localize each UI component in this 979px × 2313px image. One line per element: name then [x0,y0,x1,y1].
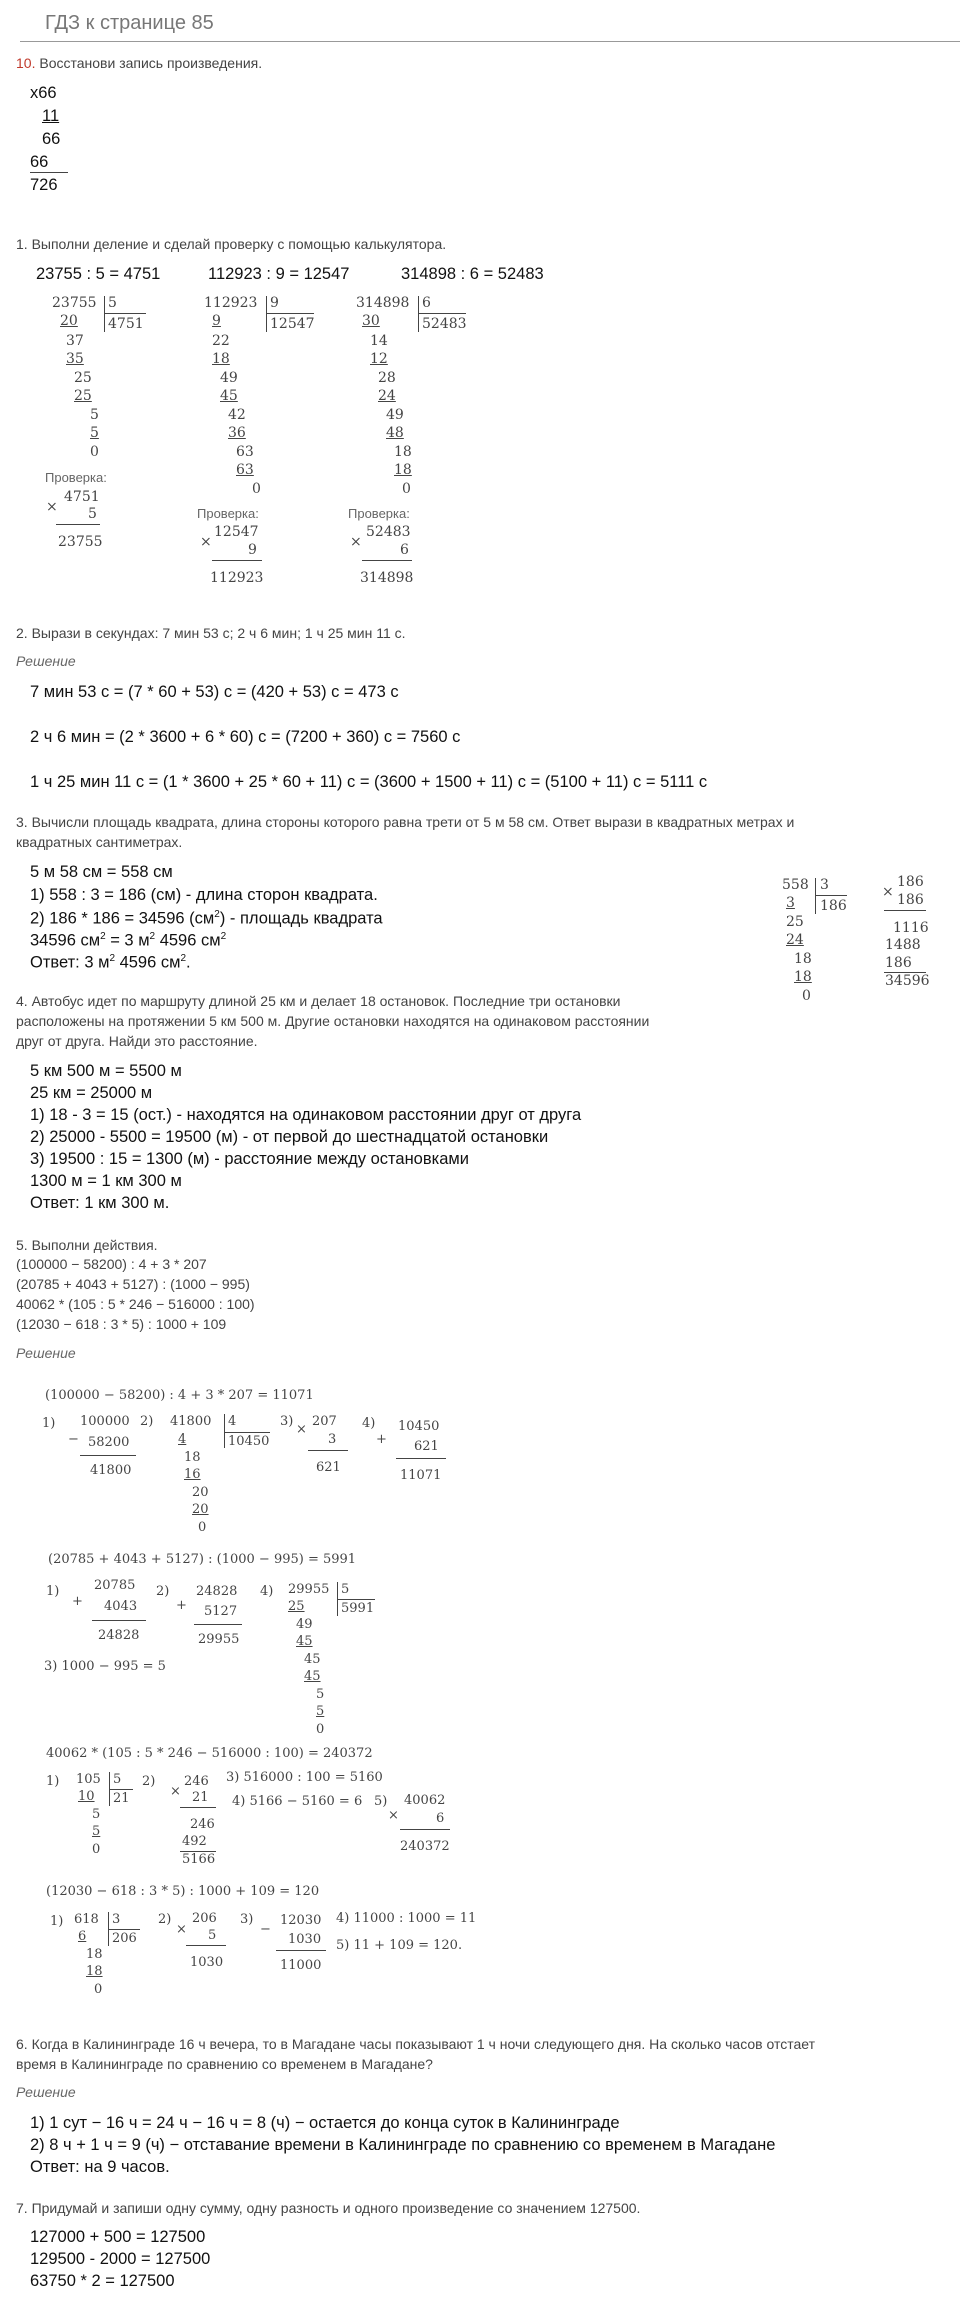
t3d-hline [815,895,847,896]
t2-line-1: 7 мин 53 с = (7 * 60 + 53) с = (420 + 53) с = 473 с [30,683,399,701]
header-divider [20,41,960,42]
t5d-n2: 5 [208,1928,217,1943]
t5b-n2-line [194,1624,242,1625]
page-title: ГДЗ к странице 85 [45,12,214,34]
t6-line-3: Ответ: на 9 часов. [30,2158,170,2176]
t1-check-label-2: Проверка: [197,506,259,521]
t6-solution-label: Решение [16,2084,76,2100]
t5d-n3: 12030 [280,1913,322,1928]
t5-expr-2: (20785 + 4043 + 5127) : (1000 − 995) [16,1276,250,1292]
t2-line-2: 2 ч 6 мин = (2 * 3600 + 6 * 60) с = (7200 + 360) с = 7560 с [30,728,461,746]
t5b-quotient: 5991 [341,1601,375,1616]
t5a-quotient: 10450 [228,1434,270,1449]
d1-step: 35 [66,351,84,367]
t4-line-6: 1300 м = 1 км 300 м [30,1172,182,1190]
t5b-n2-result: 29955 [198,1632,240,1647]
d3-dividend: 314898 [356,295,410,311]
t3m-partial: 1116 [893,920,929,936]
t5d-n3-result: 11000 [280,1958,322,1973]
t3-l5-text: Ответ: 3 м [30,953,110,972]
t3-l5-sup: 2 [180,953,187,964]
t5b-n4: 5 [316,1687,325,1702]
t3-l3-text: 2) 186 * 186 = 34596 (см [30,909,215,928]
t5d-n3-line [276,1950,326,1951]
t5d-step-label: 2) [158,1912,172,1927]
t5a-n2: 20 [192,1502,209,1517]
d3-step: 49 [386,407,404,423]
plus-sign: + [376,1432,387,1447]
t5a-hline [224,1432,270,1433]
t5b-n2: 24828 [196,1584,238,1599]
t3d-step: 24 [786,932,804,948]
t3d-step: 18 [794,969,812,985]
d2-step: 45 [220,388,238,404]
times-sign: × [176,1922,187,1937]
minus-sign: − [68,1432,79,1447]
t5c-n2: 21 [192,1790,209,1805]
t5c-n1: 5 [113,1772,122,1787]
d3-step: 48 [386,425,404,441]
t10-line-4: 66 [30,153,49,171]
t3-line-2: 1) 558 : 3 = 186 (см) - длина сторон квадрата. [30,886,378,904]
t3-l5-text: 4596 см [115,953,181,972]
t5c-step-label: 2) [142,1774,156,1789]
t7-line-2: 129500 - 2000 = 127500 [30,2250,211,2268]
d2-step: 22 [212,333,230,349]
t5a-step-label: 1) [42,1416,56,1431]
times-sign: × [388,1808,399,1823]
c1-result: 23755 [58,534,103,550]
t6-line-2: 2) 8 ч + 1 ч = 9 (ч) − отставание времени в Калининграде по сравнению со временем в Магадане [30,2136,776,2154]
t3d-step: 25 [786,914,804,930]
t4-line-3: 1) 18 - 3 = 15 (ост.) - находятся на одинаковом расстоянии друг от друга [30,1106,582,1124]
t5c-head: 40062 * (105 : 5 * 246 − 516000 : 100) = 240372 [46,1746,373,1761]
d1-step: 5 [90,425,99,441]
times-sign: × [882,884,894,900]
t10-line-3: 66 [42,130,61,148]
t5a-n4: 621 [414,1439,439,1454]
d3-step: 14 [370,333,388,349]
t3d-step: 18 [794,951,812,967]
t5d-n3: 1030 [288,1932,322,1947]
t5d-n1: 18 [86,1964,103,1979]
t3m-partial: 1488 [885,937,921,953]
t5a-n3-line [308,1450,348,1451]
t5d-n1: 3 [112,1912,121,1927]
t5b-head: (20785 + 4043 + 5127) : (1000 − 995) = 5991 [48,1552,357,1567]
c3-factor: 6 [400,542,409,558]
t5b-step-3: 3) 1000 − 995 = 5 [44,1659,166,1674]
t5b-n4: 45 [296,1634,313,1649]
t3-l3-text: ) - площадь квадрата [219,909,383,928]
t3d-divisor: 3 [820,877,829,893]
times-sign: × [296,1422,307,1437]
t3d-dividend: 558 [782,877,809,893]
d3-step: 24 [378,388,396,404]
t10-line-2: 11 [42,107,60,125]
t3-line-5 [30,953,191,973]
t3-l5-sup: 2 [109,953,115,964]
c1-factor: 5 [88,506,97,522]
t5a-step-label: 2) [140,1414,154,1429]
task-7-text: 7. Придумай и запиши одну сумму, одну разность и одного произведение со значением 127500. [16,2200,641,2216]
t3m-line [884,910,926,911]
t5c-n2-line [180,1807,216,1808]
t5-expr-4: (12030 − 618 : 3 * 5) : 1000 + 109 [16,1316,227,1332]
times-sign: × [170,1784,181,1799]
t5a-step-label: 4) [362,1416,376,1431]
d1-vline [104,296,105,332]
t3m-factor: 186 [897,892,924,908]
t3-l4-sup: 2 [100,931,106,942]
t4-line-1: 5 км 500 м = 5500 м [30,1062,182,1080]
t5d-n1: 618 [74,1912,99,1927]
t3-l5-text: . [186,953,191,972]
t5b-n2: 5127 [204,1604,238,1619]
t5a-n2: 20 [192,1485,209,1500]
d2-step: 18 [212,351,230,367]
d2-step: 63 [236,462,254,478]
d3-step: 28 [378,370,396,386]
t5a-n1: 100000 [80,1414,130,1429]
d2-quotient: 12547 [270,316,315,332]
t5b-n4: 5 [341,1582,350,1597]
t3-l4-text: = 3 м [105,931,150,950]
c2-factor: 9 [248,542,257,558]
t5a-n3: 3 [328,1432,337,1447]
t5b-n1: 4043 [104,1599,138,1614]
d2-step: 42 [228,407,246,423]
t5c-step-3: 3) 516000 : 100 = 5160 [226,1770,383,1785]
t5a-n2: 4 [178,1432,187,1447]
t5b-step-label: 1) [46,1584,60,1599]
d3-hline [418,313,466,314]
c1-line [56,524,100,525]
task-3-text-2: квадратных сантиметрах. [16,834,183,850]
t1-equation-1: 23755 : 5 = 4751 [36,265,161,283]
t5b-n1: 20785 [94,1578,136,1593]
d2-step: 36 [228,425,246,441]
t5d-quotient: 206 [112,1931,137,1946]
t5a-n2: 0 [198,1520,207,1535]
d1-step: 25 [74,388,92,404]
t5-expr-1: (100000 − 58200) : 4 + 3 * 207 [16,1256,207,1272]
t5c-n1: 10 [78,1789,95,1804]
minus-sign: − [260,1922,271,1937]
t5c-n1: 0 [92,1842,101,1857]
t3d-vline [815,878,816,914]
t3d-quotient: 186 [820,898,847,914]
t3m-result: 34596 [885,973,930,989]
t5a-n4-result: 11071 [400,1468,442,1483]
t3-l4-sup: 2 [220,931,227,942]
t10-line-5: 726 [30,176,58,194]
t5d-hline [108,1929,140,1930]
t1-equation-3: 314898 : 6 = 52483 [401,265,544,283]
task-4-text-2: расположены на протяжении 5 км 500 м. Другие остановки находятся на одинаковом расстоянии [16,1013,650,1029]
t3-line-4 [30,931,226,951]
task-5-title: 5. Выполни действия. [16,1237,158,1253]
d3-divisor: 6 [422,295,431,311]
t5d-head: (12030 − 618 : 3 * 5) : 1000 + 109 = 120 [46,1884,320,1899]
d2-step: 0 [252,481,261,497]
t5a-n1-result: 41800 [90,1463,132,1478]
c3-factor: 52483 [366,524,411,540]
task-4-text-1: 4. Автобус идет по маршруту длиной 25 км и делает 18 остановок. Последние три остановки [16,993,621,1009]
t5a-head: (100000 − 58200) : 4 + 3 * 207 = 11071 [45,1388,314,1403]
d2-step: 63 [236,444,254,460]
t7-line-1: 127000 + 500 = 127500 [30,2228,206,2246]
d1-step: 5 [90,407,99,423]
t5c-hline [109,1789,133,1790]
t5b-n4: 45 [304,1652,321,1667]
d1-step: 25 [74,370,92,386]
t5c-n1: 105 [76,1772,101,1787]
t5b-n4: 49 [296,1617,313,1632]
t5c-n1: 5 [92,1824,101,1839]
t3m-partial: 186 [885,955,912,971]
t5b-n4: 25 [288,1599,305,1614]
t3-line-3 [30,909,383,929]
task-3-text-1: 3. Вычисли площадь квадрата, длина стороны которого равна трети от 5 м 58 см. Ответ вырази в квадратных метрах и [16,814,795,830]
t5c-n2: 246 [190,1817,215,1832]
t5-expr-3: 40062 * (105 : 5 * 246 − 516000 : 100) [16,1296,255,1312]
t5d-n2-line [186,1945,226,1946]
t5d-step-label: 1) [50,1914,64,1929]
task-10-text [16,55,262,71]
task-6-text-1: 6. Когда в Калининграде 16 ч вечера, то в Магадане часы показывают 1 ч ночи следующего дня. На сколько часов отстает [16,2036,815,2052]
d3-step: 18 [394,444,412,460]
t3d-step: 0 [802,988,811,1004]
t1-check-label-3: Проверка: [348,506,410,521]
t3-l4-text: 4596 см [155,931,221,950]
t5a-n2: 16 [184,1467,201,1482]
task-4-text-3: друг от друга. Найди это расстояние. [16,1033,258,1049]
t5b-step-label: 4) [260,1584,274,1599]
t5c-n2: 492 [182,1834,207,1849]
d1-divisor: 5 [108,295,117,311]
t5c-n2: 246 [184,1774,209,1789]
c2-factor: 12547 [214,524,259,540]
t5a-n3-result: 621 [316,1460,341,1475]
t5b-n1-line [92,1620,146,1621]
t5b-n4: 5 [316,1704,325,1719]
d1-hline [104,313,146,314]
t5a-n2: 41800 [170,1414,212,1429]
c2-line [212,560,262,561]
t3-line-1: 5 м 58 см = 558 см [30,863,173,881]
t5d-n2: 206 [192,1911,217,1926]
t5a-n3: 207 [312,1414,337,1429]
t6-line-1: 1) 1 сут − 16 ч = 24 ч − 16 ч = 8 (ч) − остается до конца суток в Калининграде [30,2114,620,2132]
d2-hline [266,313,314,314]
t5b-n4: 0 [316,1722,325,1737]
t5c-n1: 5 [92,1807,101,1822]
c3-result: 314898 [360,570,414,586]
t4-line-2: 25 км = 25000 м [30,1084,153,1102]
t1-check-label-1: Проверка: [45,470,107,485]
c2-result: 112923 [210,570,264,586]
t2-solution-label: Решение [16,653,76,669]
d3-step: 0 [402,481,411,497]
t3-l4-sup: 2 [149,931,156,942]
t5c-step-label: 1) [46,1774,60,1789]
plus-sign: + [176,1598,187,1613]
task-10-label: Восстанови запись произведения. [35,55,263,71]
t3m-factor: 186 [897,874,924,890]
t5d-n1: 18 [86,1947,103,1962]
t5c-n5: 40062 [404,1793,446,1808]
t5c-quotient: 21 [113,1791,130,1806]
t5a-vline [224,1414,225,1448]
t5a-n2: 18 [184,1450,201,1465]
t3d-step: 3 [786,895,795,911]
d2-dividend: 112923 [204,295,258,311]
t5c-n5-line [400,1829,450,1830]
d3-step: 18 [394,462,412,478]
t5b-step-label: 2) [156,1584,170,1599]
d2-step: 9 [212,313,221,329]
task-10-number: 10. [16,55,36,71]
t5c-n5-result: 240372 [400,1839,450,1854]
t5d-n1: 0 [94,1982,103,1997]
d2-vline [266,296,267,332]
t3-l3-sup: 2 [214,909,220,920]
d3-vline [418,296,419,332]
t5b-hline [337,1599,375,1600]
check-times-sign: × [350,534,362,550]
t5c-n2-result: 5166 [182,1852,216,1867]
t5-solution-label: Решение [16,1345,76,1361]
t5d-step-label: 3) [240,1912,254,1927]
t3-l4-text: 34596 см [30,931,101,950]
t4-line-4: 2) 25000 - 5500 = 19500 (м) - от первой до шестнадцатой остановки [30,1128,549,1146]
c3-line [362,560,412,561]
d1-step: 37 [66,333,84,349]
d1-step: 20 [60,313,78,329]
t2-line-3: 1 ч 25 мин 11 с = (1 * 3600 + 25 * 60 + 11) с = (3600 + 1500 + 11) с = (5100 + 11) с = 5111 с [30,773,708,791]
d3-step: 12 [370,351,388,367]
task-6-text-2: время в Калининграде по сравнению со временем в Магадане? [16,2056,433,2072]
t5a-n1: 58200 [88,1435,130,1450]
t10-line-1: x66 [30,84,57,102]
t5b-n4: 45 [304,1669,321,1684]
t5a-n4-line [396,1458,446,1459]
t10-underline [30,172,68,173]
t5b-n4: 29955 [288,1582,330,1597]
d3-step: 30 [362,313,380,329]
task-2-text: 2. Вырази в секундах: 7 мин 53 с; 2 ч 6 мин; 1 ч 25 мин 11 с. [16,625,406,641]
t5b-n1-result: 24828 [98,1628,140,1643]
c1-factor: 4751 [64,489,100,505]
t5d-step-4: 4) 11000 : 1000 = 11 [336,1911,477,1926]
t5c-step-4: 4) 5166 − 5160 = 6 [232,1794,363,1809]
task-1-text: 1. Выполни деление и сделай проверку с помощью калькулятора. [16,236,447,252]
check-times-sign: × [46,499,58,515]
t5a-n2: 4 [228,1414,237,1429]
t5d-n2-result: 1030 [190,1955,224,1970]
d2-step: 49 [220,370,238,386]
t5d-step-5: 5) 11 + 109 = 120. [336,1938,463,1953]
check-times-sign: × [200,534,212,550]
t5a-n1-line [80,1455,136,1456]
t1-equation-2: 112923 : 9 = 12547 [208,265,350,283]
t4-line-5: 3) 19500 : 15 = 1300 (м) - расстояние между остановками [30,1150,469,1168]
t7-line-3: 63750 * 2 = 127500 [30,2272,175,2290]
plus-sign: + [72,1594,83,1609]
d1-quotient: 4751 [108,316,144,332]
d1-step: 0 [90,444,99,460]
t5a-step-label: 3) [280,1414,294,1429]
t5c-step-label: 5) [374,1794,388,1809]
t4-line-7: Ответ: 1 км 300 м. [30,1194,170,1212]
t5a-n4: 10450 [398,1419,440,1434]
t5d-n1: 6 [78,1929,87,1944]
t5c-n5: 6 [436,1811,445,1826]
d1-dividend: 23755 [52,295,97,311]
d3-quotient: 52483 [422,316,467,332]
d2-divisor: 9 [270,295,279,311]
